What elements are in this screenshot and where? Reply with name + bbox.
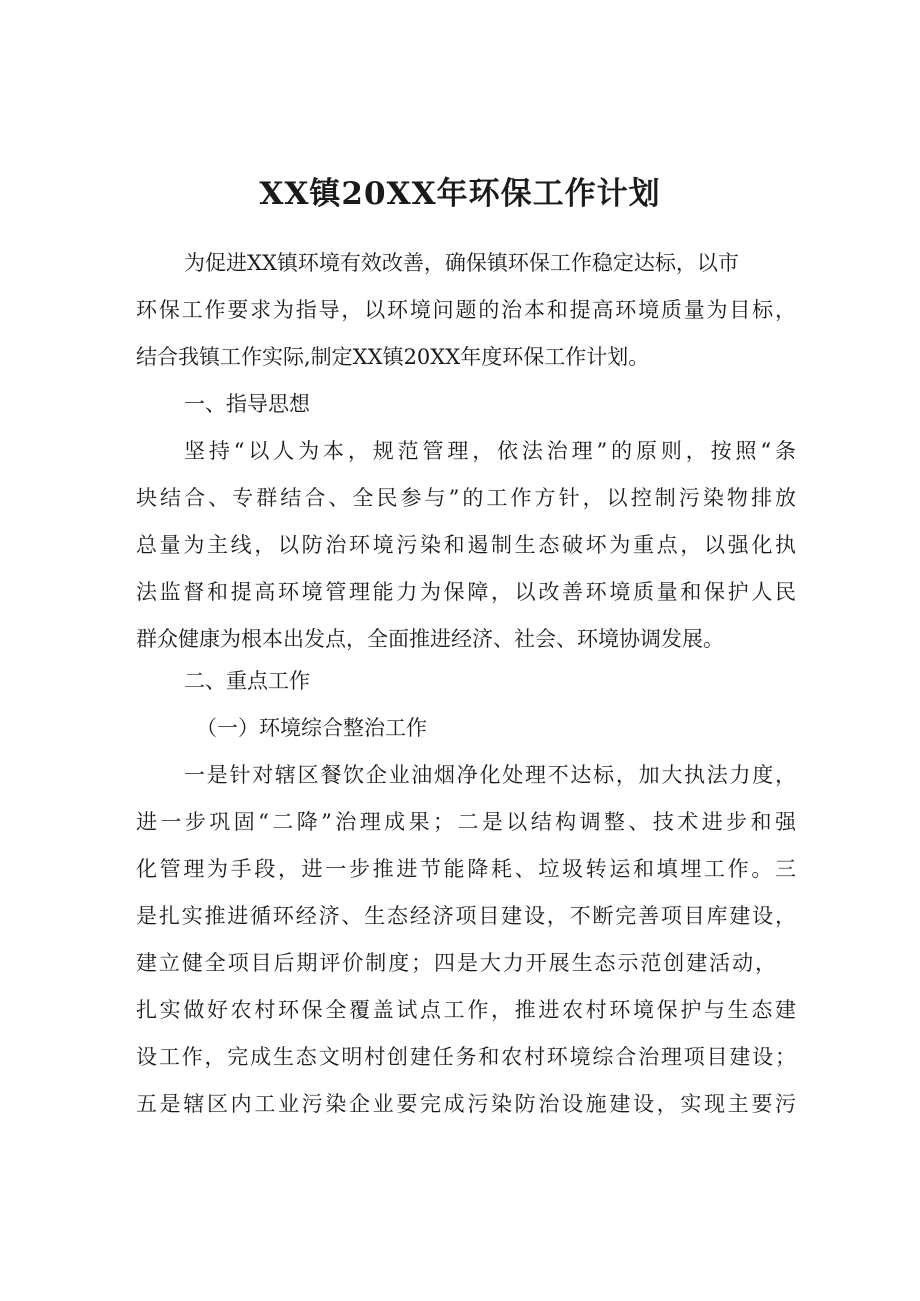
paragraph-line: 坚持“以人为本，规范管理，依法治理”的原则，按照“条 [184, 439, 796, 463]
paragraph-line: 为促进XX镇环境有效改善，确保镇环保工作稳定达标，以市 [184, 251, 739, 275]
paragraph-line: 进一步巩固“二降”治理成果；二是以结构调整、技术进步和强 [136, 810, 796, 834]
document-title: XX镇20XX年环保工作计划 [259, 176, 661, 212]
section-heading-guiding-ideology: 一、指导思想 [184, 392, 310, 416]
paragraph-line: 结合我镇工作实际,制定XX镇20XX年度环保工作计划。 [136, 345, 650, 369]
paragraph-line: 群众健康为根本出发点，全面推进经济、社会、环境协调发展。 [136, 627, 724, 651]
paragraph-line: 是扎实推进循环经济、生态经济项目建设，不断完善项目库建设， [136, 904, 796, 928]
paragraph-line: 五是辖区内工业污染企业要完成污染防治设施建设，实现主要污 [136, 1092, 796, 1116]
subsection-heading: （一）环境综合整治工作 [196, 716, 427, 740]
section-heading-key-work: 二、重点工作 [184, 669, 310, 693]
paragraph-line: 化管理为手段，进一步推进节能降耗、垃圾转运和填埋工作。三 [136, 857, 796, 881]
paragraph-line: 总量为主线，以防治环境污染和遏制生态破坏为重点，以强化执 [136, 533, 796, 557]
paragraph-line: 一是针对辖区餐饮企业油烟净化处理不达标，加大执法力度， [184, 763, 796, 787]
paragraph-line: 法监督和提高环境管理能力为保障，以改善环境质量和保护人民 [136, 580, 796, 604]
paragraph-line: 环保工作要求为指导，以环境问题的治本和提高环境质量为目标， [136, 298, 796, 322]
paragraph-line: 块结合、专群结合、全民参与”的工作方针，以控制污染物排放 [136, 486, 796, 510]
paragraph-line: 建立健全项目后期评价制度；四是大力开展生态示范创建活动， [136, 951, 776, 975]
paragraph-line: 设工作，完成生态文明村创建任务和农村环境综合治理项目建设； [136, 1045, 796, 1069]
paragraph-line: 扎实做好农村环保全覆盖试点工作，推进农村环境保护与生态建 [136, 998, 796, 1022]
